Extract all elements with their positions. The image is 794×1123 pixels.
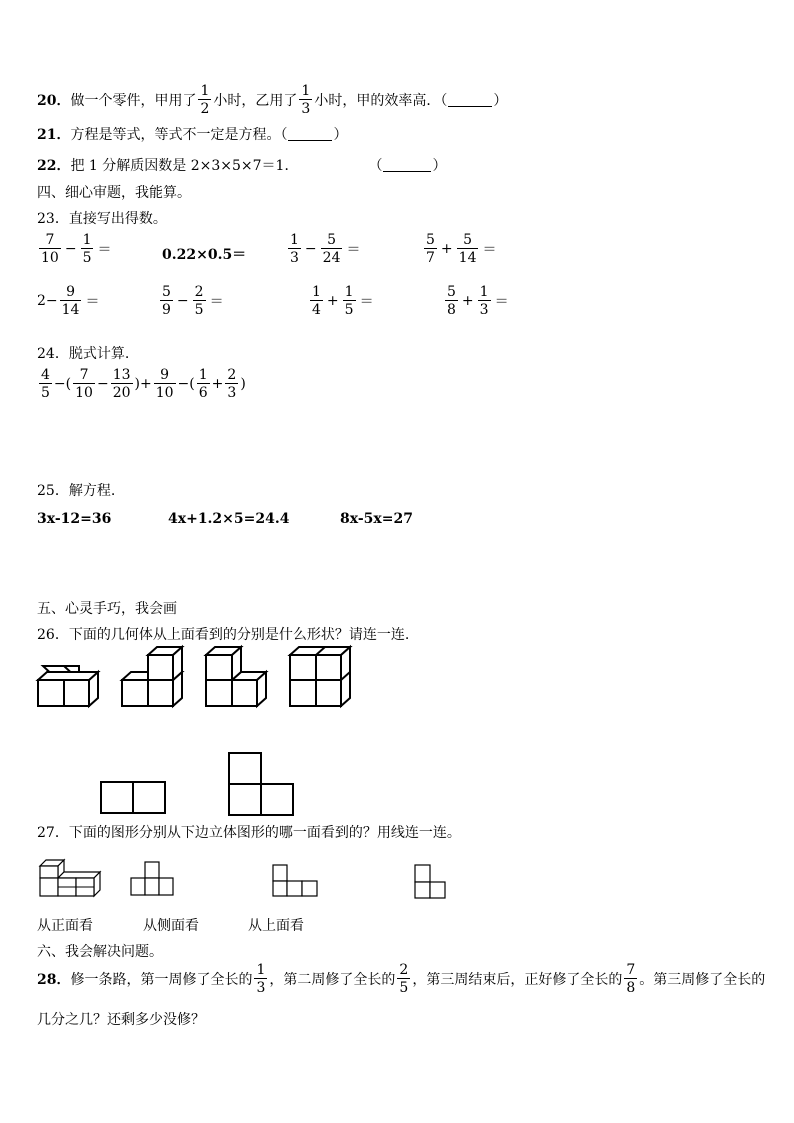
question-28-cont: 几分之几？还剩多少没修？	[37, 1012, 205, 1028]
question-26-title: 26．下面的几何体从上面看到的分别是什么形状？请连一连.	[37, 627, 410, 643]
question-22: 22． 把 1 分解质因数是 2×3×5×7＝1． （ ）	[37, 158, 447, 174]
answer-blank[interactable]	[288, 128, 332, 141]
question-27-title: 27．下面的图形分别从下边立体图形的哪一面看到的？用线连一连。	[37, 825, 461, 841]
calc-item: $\frac{5}{9}$ − $\frac{2}{5}$ ＝	[162, 284, 224, 318]
cube-solid-4	[290, 647, 352, 709]
calc-item: $\frac{5}{8}$ + $\frac{1}{3}$ ＝	[447, 284, 509, 318]
equation: 3x-12=36	[37, 511, 112, 527]
top-view-shape-2[interactable]	[228, 752, 294, 816]
fraction: $\frac{1}{3}$	[301, 83, 311, 117]
calc-item: 0.22×0.5＝	[162, 247, 247, 263]
view-shape-3[interactable]	[414, 864, 448, 900]
cube-solid-1	[38, 664, 100, 709]
equation: 4x+1.2×5=24.4	[168, 511, 290, 527]
cube-solid-3	[206, 647, 268, 709]
equation: 8x-5x=27	[340, 511, 413, 527]
question-23-title: 23．直接写出得数。	[37, 211, 167, 227]
view-label-front: 从正面看	[37, 918, 93, 934]
calc-item: $\frac{1}{3}$ − $\frac{5}{24}$ ＝	[290, 232, 361, 266]
top-view-shape-1[interactable]	[100, 781, 166, 815]
answer-blank[interactable]	[383, 159, 431, 172]
question-21: 21． 方程是等式，等式不一定是方程。（ ）	[37, 127, 348, 143]
question-24-title: 24．脱式计算.	[37, 346, 130, 362]
question-20: 20． 做一个零件，甲用了 $\frac{1}{2}$ 小时，乙用了 $\frac{1}{3}$ 小时，甲的效率高．（ ）	[37, 83, 508, 117]
calc-item: $\frac{7}{10}$ − $\frac{1}{5}$ ＝	[41, 232, 112, 266]
view-label-top: 从上面看	[248, 918, 304, 934]
fraction: $\frac{1}{2}$	[200, 83, 210, 117]
calc-item: $\frac{5}{7}$ + $\frac{5}{14}$ ＝	[426, 232, 497, 266]
expression: $\frac{4}{5}$ −( $\frac{7}{10}$ − $\frac{13}{20}$ )+ $\frac{9}{10}$ −( $\frac{1}{6}$ + $\frac{2}{3}$ )	[41, 367, 246, 401]
view-label-side: 从侧面看	[143, 918, 199, 934]
section-4-heading: 四、细心审题，我能算。	[37, 185, 191, 201]
answer-blank[interactable]	[448, 94, 492, 107]
question-number: 20．	[37, 93, 71, 109]
view-shape-1[interactable]	[130, 861, 176, 897]
question-28: 28． 修一条路，第一周修了全长的 $\frac{1}{3}$ ，第二周修了全长的 $\frac{2}{5}$ ，第三周结束后，正好修了全长的 $\frac{7}{8}$ 。第三周修了全长的	[37, 962, 766, 996]
section-6-heading: 六、我会解决问题。	[37, 944, 163, 960]
cube-solid-2	[122, 647, 184, 709]
calc-item: 2− $\frac{9}{14}$ ＝	[37, 284, 100, 318]
calc-item: $\frac{1}{4}$ + $\frac{1}{5}$ ＝	[312, 284, 374, 318]
section-5-heading: 五、心灵手巧，我会画	[37, 601, 177, 617]
cube-solid-small	[40, 858, 102, 898]
question-25-title: 25．解方程.	[37, 483, 116, 499]
view-shape-2[interactable]	[272, 864, 320, 898]
